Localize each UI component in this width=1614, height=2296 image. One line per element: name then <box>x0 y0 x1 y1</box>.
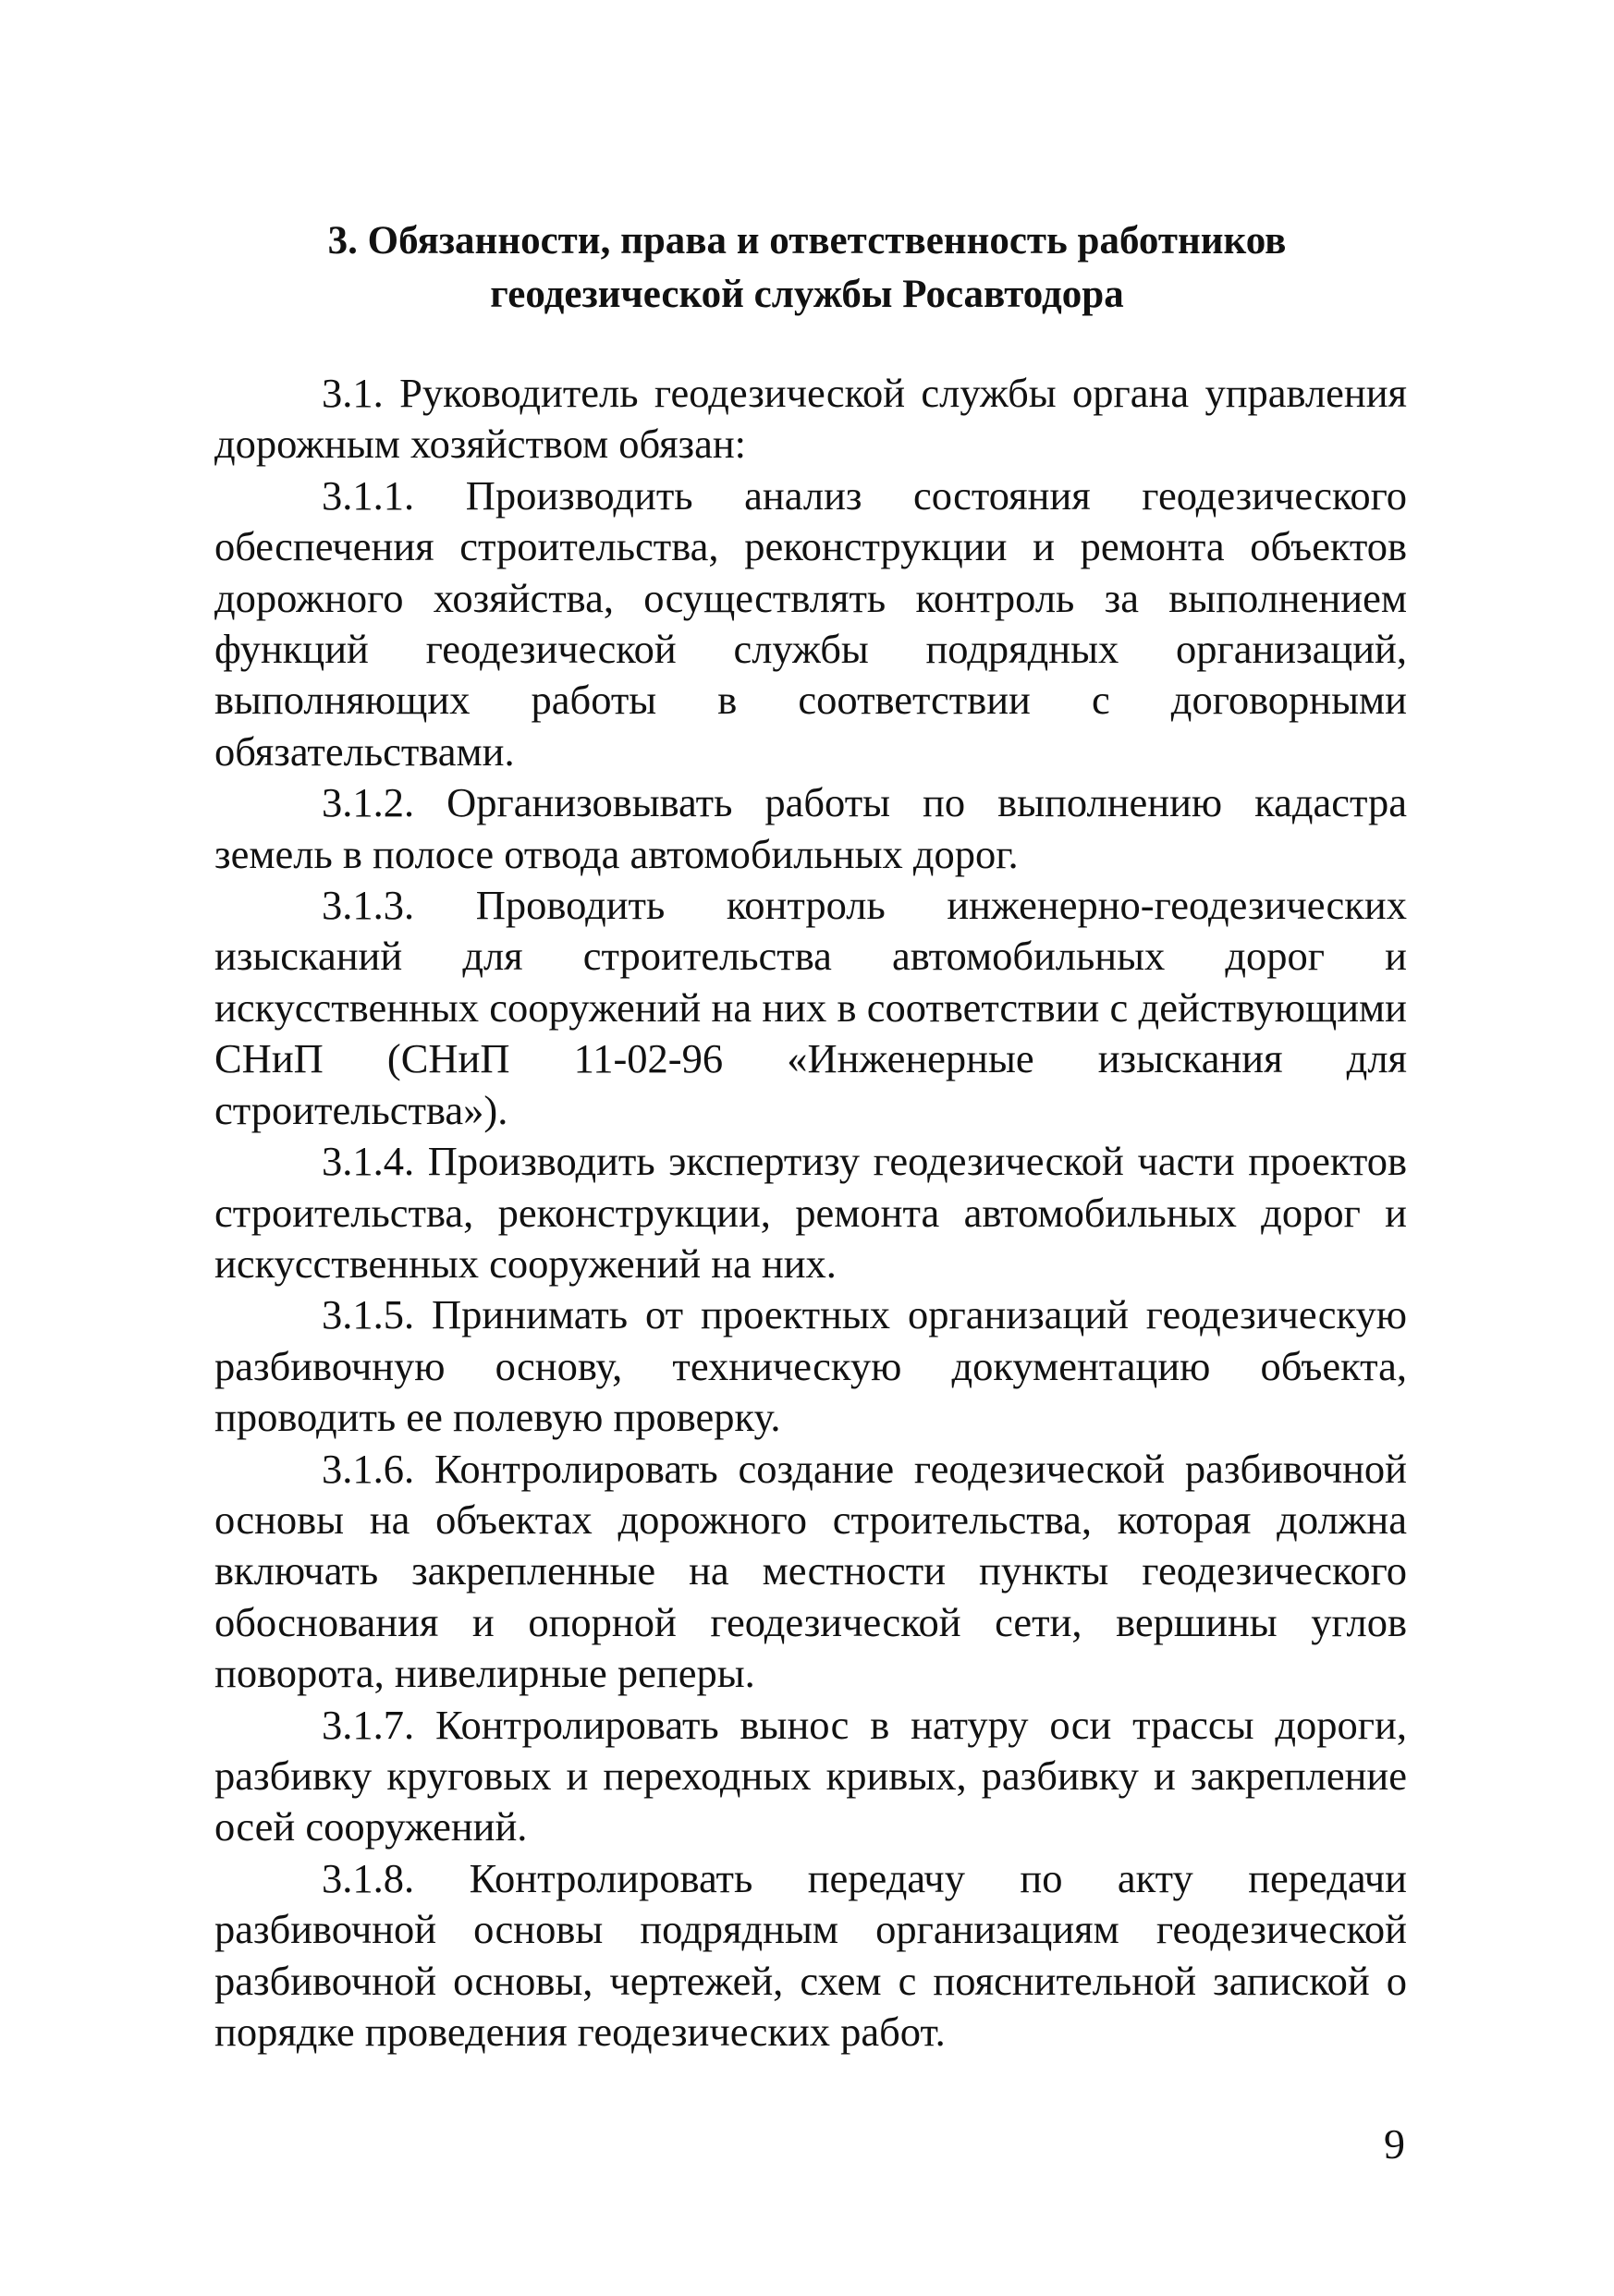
paragraph-3-1: 3.1. Руководитель геодезической службы органа управления дорожным хозяйством обязан: <box>214 370 1407 468</box>
paragraph-3-1-5: 3.1.5. Принимать от проектных организаций геодезическую разбивочную основу, техническую документацию объекта, проводить ее полевую проверку. <box>214 1291 1407 1441</box>
page-number: 9 <box>1384 2120 1405 2168</box>
paragraph-3-1-1: 3.1.1. Производить анализ состояния геодезического обеспечения строительства, реконструкции и ремонта объектов дорожного хозяйства, осуществлять контроль за выполнением функций геодезической службы подрядных организаций, выполняющих работы в соответствии с договорными обязательствами. <box>214 471 1407 775</box>
paragraph-3-1-2: 3.1.2. Организовывать работы по выполнению кадастра земель в полосе отвода автомобильных дорог. <box>214 779 1407 877</box>
paragraph-3-1-3: 3.1.3. Проводить контроль инженерно-геодезических изысканий для строительства автомобильных дорог и искусственных сооружений на них в соответствии с действующими СНиП (СНиП 11-02-96 «Инженерные изыскания для строительства»). <box>214 882 1407 1133</box>
paragraph-3-1-8: 3.1.8. Контролировать передачу по акту передачи разбивочной основы подрядным организациям геодезической разбивочной основы, чертежей, схем с пояснительной запиской о порядке проведения геодезических работ. <box>214 1854 1407 2055</box>
body-text <box>214 368 1407 2058</box>
paragraph-3-1-4: 3.1.4. Производить экспертизу геодезической части проектов строительства, реконструкции, ремонта автомобильных дорог и искусственных сооружений на них. <box>214 1138 1407 1287</box>
section-heading <box>214 214 1400 322</box>
paragraph-3-1-6: 3.1.6. Контролировать создание геодезической разбивочной основы на объектах дорожного строительства, которая должна включать закрепленные на местности пункты геодезического обоснования и опорной геодезической сети, вершины углов поворота, нивелирные реперы. <box>214 1445 1407 1697</box>
heading-line-1: 3. Обязанности, права и ответственность работников <box>327 219 1287 263</box>
heading-line-2: геодезической службы Росавтодора <box>490 273 1124 316</box>
paragraph-3-1-7: 3.1.7. Контролировать вынос в натуру оси трассы дороги, разбивку круговых и переходных кривых, разбивку и закрепление осей сооружений. <box>214 1701 1407 1850</box>
